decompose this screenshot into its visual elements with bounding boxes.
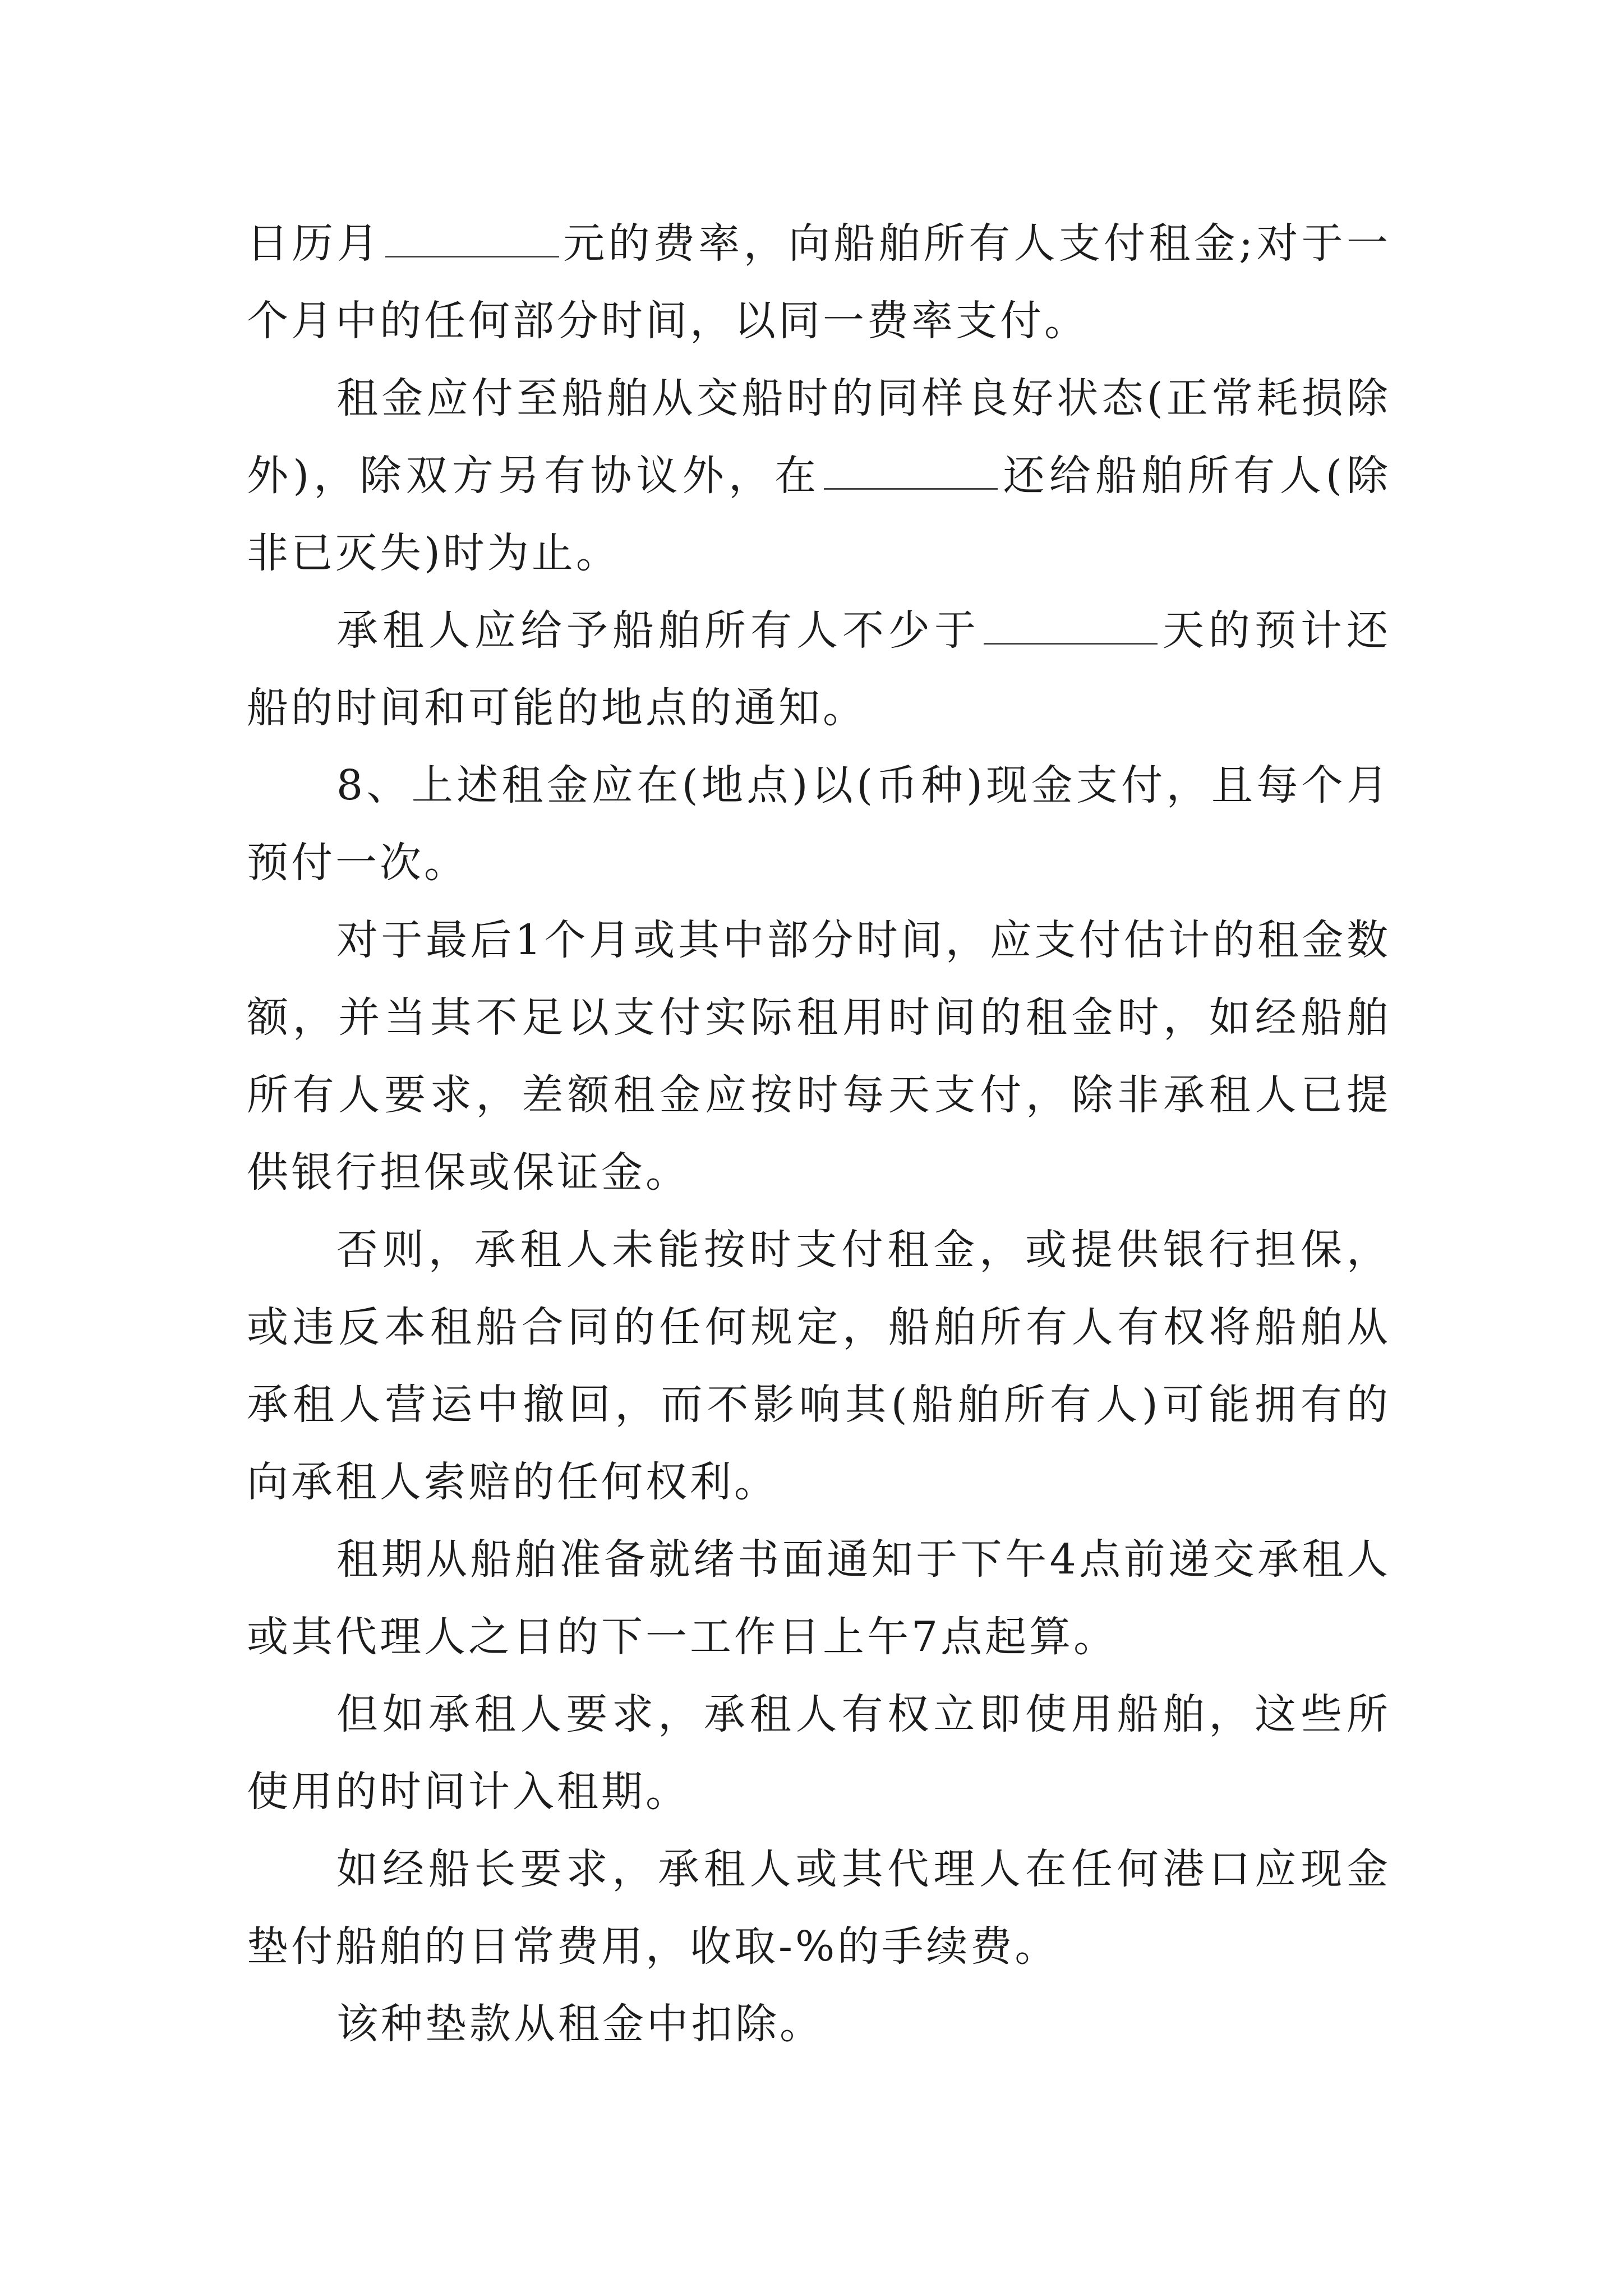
fill-in-blank[interactable]: [824, 454, 998, 490]
paragraph-4: [247, 747, 1391, 901]
paragraph-text: 租期从船舶准备就绪书面通知于下午4点前递交承租人或其代理人之日的下一工作日上午7点起算。: [247, 1535, 1391, 1661]
paragraph-text: 但如承租人要求，承租人有权立即使用船舶，这些所使用的时间计入租期。: [247, 1690, 1391, 1816]
paragraph-8: [247, 1676, 1391, 1830]
paragraph-text: 承租人应给予船舶所有人不少于: [336, 606, 980, 655]
paragraph-text: 租金应付至船舶从交船时的同样良好状态(正常耗损除外)，除双方另有协议外，在: [247, 374, 1391, 500]
paragraph-9: [247, 1830, 1391, 1985]
paragraph-text: 日历月: [247, 219, 382, 268]
paragraph-7: [247, 1521, 1391, 1676]
paragraph-text: 对于最后1个月或其中部分时间，应支付估计的租金数额，并当其不足以支付实际租用时间的租金时，如经船舶所有人要求，差额租金应按时每天支付，除非承租人已提供银行担保或保证金。: [247, 916, 1391, 1197]
paragraph-10: [247, 1985, 1391, 2063]
document-body: [247, 205, 1391, 2063]
paragraph-2: [247, 360, 1391, 592]
fill-in-blank[interactable]: [984, 609, 1158, 645]
paragraph-text: 元的费率，向船舶所有人支付租金;对于一个月中的任何部分时间，以同一费率支付。: [247, 219, 1391, 345]
paragraph-text: 该种垫款从租金中扣除。: [336, 2000, 824, 2048]
paragraph-text: 还给船舶所有人(除非已灭失)时为止。: [247, 452, 1391, 577]
fill-in-blank[interactable]: [385, 222, 559, 257]
paragraph-5: [247, 901, 1391, 1211]
paragraph-6: [247, 1211, 1391, 1521]
paragraph-1: [247, 205, 1391, 360]
paragraph-text: 如经船长要求，承租人或其代理人在任何港口应现金垫付船舶的日常费用，收取-%的手续费。: [247, 1845, 1391, 1971]
paragraph-3: [247, 592, 1391, 747]
paragraph-text: 天的预计还船的时间和可能的地点的通知。: [247, 606, 1391, 732]
paragraph-text: 8、上述租金应在(地点)以(币种)现金支付，且每个月预付一次。: [247, 761, 1391, 887]
paragraph-text: 否则，承租人未能按时支付租金，或提供银行担保，或违反本租船合同的任何规定，船舶所有人有权将船舶从承租人营运中撤回，而不影响其(船舶所有人)可能拥有的向承租人索赔的任何权利。: [247, 1226, 1391, 1506]
